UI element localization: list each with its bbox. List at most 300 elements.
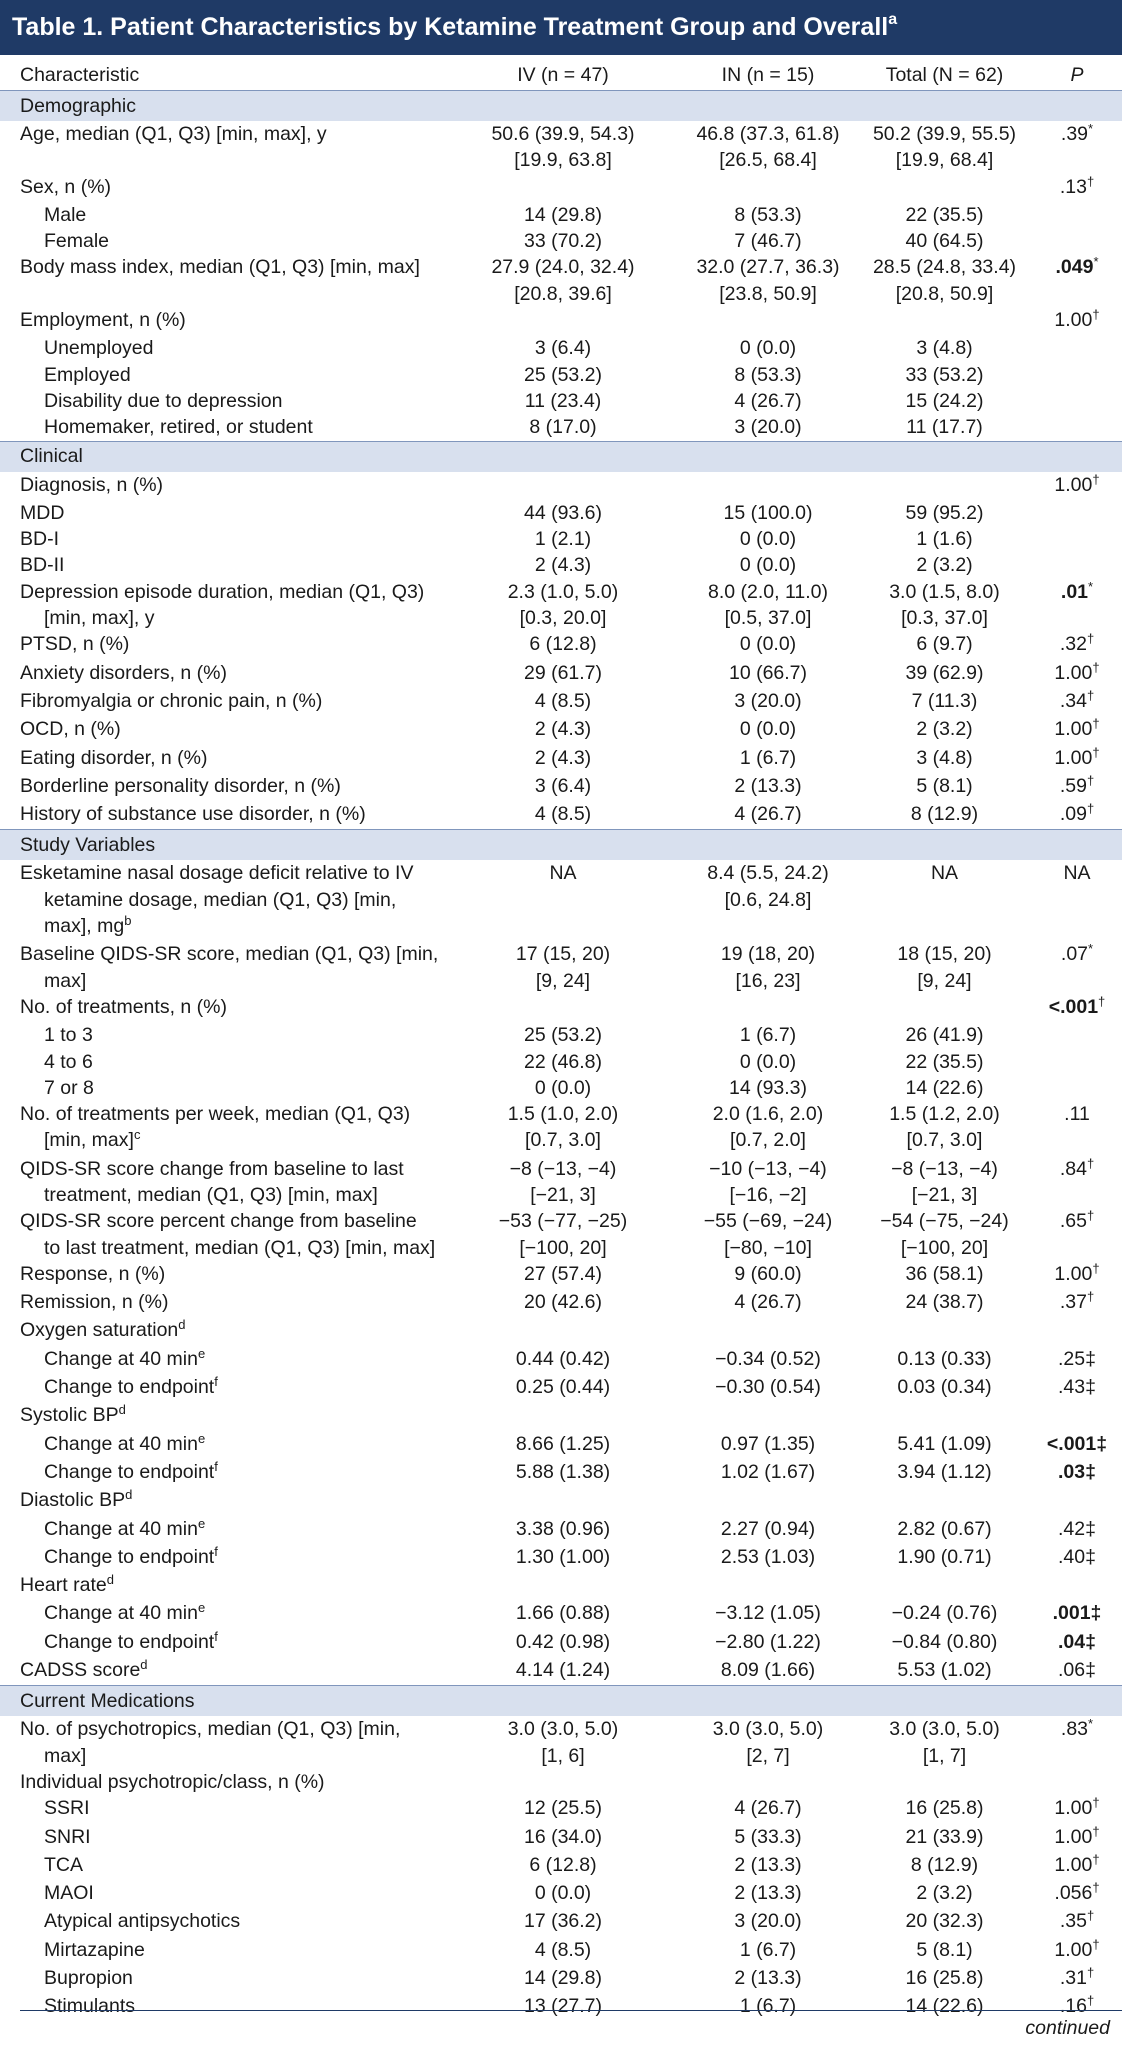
total-value: 3.0 (1.5, 8.0)	[889, 580, 1000, 603]
characteristic-cell	[0, 1908, 447, 1936]
characteristic-cell	[0, 1824, 447, 1852]
characteristic-cell	[0, 1022, 447, 1048]
characteristic-cell	[0, 773, 447, 801]
p-footnote-mark: †	[1092, 1936, 1100, 1952]
total-value: 2 (3.2)	[916, 554, 973, 577]
iv-cell	[447, 552, 679, 578]
iv-cell	[447, 472, 679, 500]
in-cell	[679, 1657, 857, 1686]
column-header-iv: IV (n = 47)	[517, 63, 609, 86]
total-value: 5.53 (1.02)	[897, 1659, 992, 1682]
characteristic-label: [min, max], y	[44, 607, 155, 630]
total-cell	[857, 1769, 1032, 1795]
table-row	[0, 1317, 1122, 1345]
total-cell	[857, 1629, 1032, 1657]
p-cell	[1032, 1101, 1122, 1156]
p-cell	[1032, 1459, 1122, 1487]
p-footnote-mark: †	[1086, 1289, 1095, 1305]
total-cell	[857, 1261, 1032, 1289]
p-value: .06‡	[1058, 1659, 1096, 1682]
patient-characteristics-table	[0, 60, 1122, 2028]
p-value: .001‡	[1052, 1602, 1102, 1625]
in-value: 4 (26.7)	[734, 1291, 802, 1314]
characteristic-label: No. of psychotropics, median (Q1, Q3) [min,	[20, 1718, 401, 1741]
in-value: 1 (6.7)	[739, 1024, 797, 1047]
in-cell	[679, 1156, 857, 1209]
in-value: −10 (−13, −4)	[709, 1157, 827, 1180]
total-value: 7 (11.3)	[911, 689, 978, 712]
characteristic-label: MDD	[20, 501, 65, 524]
characteristic-label: CADSS score	[20, 1659, 141, 1682]
in-cell	[679, 1101, 857, 1156]
in-value: 5 (33.3)	[734, 1825, 802, 1848]
characteristic-cell	[0, 307, 447, 335]
iv-cell	[447, 202, 679, 228]
in-value: [−80, −10]	[724, 1236, 812, 1259]
characteristic-label: 7 or 8	[44, 1076, 94, 1099]
section-label: Clinical	[0, 441, 1122, 472]
iv-value: 0 (0.0)	[534, 1076, 592, 1099]
total-cell	[857, 1346, 1032, 1374]
characteristic-label: SSRI	[44, 1797, 90, 1820]
iv-cell	[447, 228, 679, 254]
p-cell	[1032, 1289, 1122, 1317]
table-row	[0, 688, 1122, 716]
total-value: 0.13 (0.33)	[897, 1347, 992, 1370]
total-cell	[857, 1716, 1032, 1769]
total-value: 20 (32.3)	[905, 1910, 984, 1933]
p-footnote-mark: †	[1092, 1795, 1100, 1811]
p-cell	[1032, 1600, 1122, 1628]
in-cell	[679, 121, 857, 174]
iv-value: 1.30 (1.00)	[515, 1545, 611, 1568]
iv-cell	[447, 174, 679, 202]
in-value: 8.09 (1.66)	[720, 1659, 816, 1682]
p-value: 1.00	[1054, 1938, 1093, 1961]
characteristic-cell	[0, 174, 447, 202]
p-value: 1.00	[1054, 1262, 1093, 1285]
in-value: 2.0 (1.6, 2.0)	[712, 1103, 824, 1126]
in-cell	[679, 1908, 857, 1936]
total-value: 14 (22.6)	[905, 1076, 984, 1099]
in-cell	[679, 1431, 857, 1459]
characteristic-label: PTSD, n (%)	[20, 633, 130, 656]
table-row	[0, 1022, 1122, 1048]
total-cell	[857, 1289, 1032, 1317]
total-value: [1, 7]	[922, 1744, 967, 1767]
total-cell	[857, 1101, 1032, 1156]
in-cell	[679, 362, 857, 388]
total-value: 15 (24.2)	[905, 389, 984, 412]
total-value: 2.82 (0.67)	[897, 1517, 992, 1540]
table-row	[0, 1459, 1122, 1487]
in-cell	[679, 1317, 857, 1345]
characteristic-label: Response, n (%)	[20, 1262, 166, 1285]
total-cell	[857, 362, 1032, 388]
iv-value: 8.66 (1.25)	[515, 1432, 611, 1455]
iv-cell	[447, 1022, 679, 1048]
p-cell	[1032, 1374, 1122, 1402]
iv-cell	[447, 1769, 679, 1795]
p-footnote-mark: †	[1086, 1965, 1095, 1980]
p-footnote-mark: †	[1086, 1155, 1095, 1171]
in-cell	[679, 1795, 857, 1823]
table-row	[0, 1516, 1122, 1544]
characteristic-label: SNRI	[44, 1825, 91, 1848]
p-cell	[1032, 335, 1122, 361]
in-value: [23.8, 50.9]	[719, 282, 817, 305]
iv-cell	[447, 1374, 679, 1402]
total-value: 59 (95.2)	[905, 501, 984, 524]
characteristic-label: treatment, median (Q1, Q3) [min, max]	[44, 1183, 378, 1206]
in-value: −3.12 (1.05)	[715, 1602, 821, 1625]
characteristic-cell	[0, 552, 447, 578]
characteristic-label: Remission, n (%)	[20, 1291, 169, 1314]
p-cell	[1032, 1402, 1122, 1430]
table-row	[0, 1156, 1122, 1209]
p-footnote-mark: †	[1092, 1851, 1100, 1867]
in-cell	[679, 1544, 857, 1572]
in-value: 7 (46.7)	[734, 230, 802, 253]
iv-cell	[447, 1880, 679, 1908]
p-footnote-mark: †	[1092, 471, 1100, 487]
characteristic-cell	[0, 1431, 447, 1459]
characteristic-label: QIDS-SR score percent change from baseline	[20, 1210, 417, 1233]
p-footnote-mark: †	[1098, 993, 1106, 1009]
total-cell	[857, 414, 1032, 441]
total-value: 16 (25.8)	[905, 1797, 984, 1820]
total-value: 21 (33.9)	[905, 1825, 984, 1848]
total-value: 3 (4.8)	[916, 746, 973, 769]
total-value: 2 (3.2)	[916, 1882, 973, 1905]
total-cell	[857, 1431, 1032, 1459]
total-value: 3.0 (3.0, 5.0)	[889, 1718, 1000, 1741]
in-value: −0.34 (0.52)	[715, 1347, 821, 1370]
characteristic-label: BD-II	[20, 554, 65, 577]
iv-value: 4 (8.5)	[534, 1938, 592, 1961]
characteristic-cell	[0, 1317, 447, 1345]
in-cell	[679, 552, 857, 578]
p-footnote-mark: †	[1092, 1260, 1100, 1276]
p-footnote-mark: †	[1092, 659, 1100, 675]
characteristic-label: 4 to 6	[44, 1050, 93, 1073]
p-footnote-mark: †	[1092, 1823, 1100, 1839]
p-footnote-mark: †	[1086, 173, 1095, 189]
in-value: 0 (0.0)	[739, 1050, 797, 1073]
iv-value: 12 (25.5)	[523, 1797, 603, 1820]
p-cell	[1032, 1431, 1122, 1459]
table-row	[0, 362, 1122, 388]
in-value: −55 (−69, −24)	[703, 1210, 833, 1233]
in-value: [26.5, 68.4]	[719, 149, 817, 172]
p-value: .42‡	[1058, 1517, 1096, 1540]
table-row	[0, 1908, 1122, 1936]
total-cell	[857, 1402, 1032, 1430]
characteristic-cell	[0, 716, 447, 744]
total-cell	[857, 335, 1032, 361]
iv-value: 4 (8.5)	[534, 689, 592, 712]
in-value: 0 (0.0)	[739, 337, 797, 360]
characteristic-cell	[0, 801, 447, 830]
in-value: 9 (60.0)	[734, 1262, 802, 1285]
p-cell	[1032, 1769, 1122, 1795]
table-row	[0, 1657, 1122, 1686]
in-cell	[679, 688, 857, 716]
p-cell	[1032, 1965, 1122, 1993]
table-row	[0, 860, 1122, 941]
iv-value: 33 (70.2)	[523, 230, 603, 253]
footnote-mark: e	[197, 1345, 206, 1361]
table-title	[0, 0, 1122, 55]
characteristic-label: Unemployed	[44, 337, 154, 360]
in-value: 0 (0.0)	[739, 633, 797, 656]
p-cell	[1032, 1937, 1122, 1965]
footnote-mark: f	[214, 1543, 218, 1559]
p-cell	[1032, 860, 1122, 941]
in-value: 2.53 (1.03)	[720, 1545, 816, 1568]
iv-cell	[447, 773, 679, 801]
p-value: .04‡	[1058, 1630, 1096, 1653]
in-cell	[679, 1402, 857, 1430]
total-value: 8 (12.9)	[910, 1853, 979, 1876]
in-value: 8 (53.3)	[734, 203, 802, 226]
p-value: .09	[1059, 803, 1087, 826]
iv-cell	[447, 1824, 679, 1852]
p-value: 1.00	[1054, 1797, 1093, 1820]
p-value: .07	[1060, 943, 1089, 966]
in-cell	[679, 1600, 857, 1628]
characteristic-label: Body mass index, median (Q1, Q3) [min, max]	[20, 256, 420, 279]
iv-cell	[447, 307, 679, 335]
in-value: 0 (0.0)	[739, 718, 797, 741]
iv-cell	[447, 1317, 679, 1345]
p-cell	[1032, 1824, 1122, 1852]
table-row	[0, 631, 1122, 659]
characteristic-cell	[0, 1208, 447, 1261]
p-footnote-mark: †	[1086, 801, 1095, 817]
characteristic-label: Systolic BP	[20, 1404, 119, 1427]
iv-cell	[447, 716, 679, 744]
iv-value: 27.9 (24.0, 32.4)	[491, 256, 635, 279]
table-row	[0, 472, 1122, 500]
total-cell	[857, 388, 1032, 414]
in-value: 2.27 (0.94)	[720, 1517, 816, 1540]
total-value: [9, 24]	[917, 969, 972, 992]
in-cell	[679, 254, 857, 307]
iv-value: 16 (34.0)	[523, 1825, 603, 1848]
in-cell	[679, 1346, 857, 1374]
table-row	[0, 307, 1122, 335]
characteristic-label: max], mg	[44, 915, 125, 938]
p-footnote-mark: †	[1092, 744, 1100, 760]
section-row	[0, 441, 1122, 472]
in-cell	[679, 579, 857, 632]
p-cell	[1032, 1880, 1122, 1908]
table-row	[0, 1937, 1122, 1965]
total-cell	[857, 716, 1032, 744]
characteristic-label: Change at 40 min	[44, 1347, 198, 1370]
iv-cell	[447, 1572, 679, 1600]
characteristic-cell	[0, 941, 447, 994]
column-header-characteristic: Characteristic	[20, 63, 140, 86]
p-value: .37	[1059, 1291, 1087, 1314]
characteristic-label: History of substance use disorder, n (%)	[20, 803, 366, 826]
total-value: 0.03 (0.34)	[897, 1376, 992, 1399]
iv-cell	[447, 414, 679, 441]
total-value: [−21, 3]	[911, 1183, 978, 1206]
p-cell	[1032, 552, 1122, 578]
in-cell	[679, 500, 857, 526]
characteristic-cell	[0, 1402, 447, 1430]
in-value: [0.5, 37.0]	[724, 607, 812, 630]
table-row	[0, 716, 1122, 744]
characteristic-label: Borderline personality disorder, n (%)	[20, 774, 341, 797]
iv-value: [9, 24]	[535, 969, 591, 992]
iv-value: 8 (17.0)	[529, 416, 597, 439]
column-header-total: Total (N = 62)	[885, 63, 1004, 86]
total-value: [0.7, 3.0]	[906, 1129, 983, 1152]
characteristic-label: Eating disorder, n (%)	[20, 746, 208, 769]
characteristic-cell	[0, 688, 447, 716]
iv-cell	[447, 745, 679, 773]
p-footnote-mark: †	[1086, 1908, 1095, 1924]
table-row	[0, 1075, 1122, 1101]
total-cell	[857, 1572, 1032, 1600]
p-value: .39	[1060, 123, 1089, 145]
p-value: .83	[1060, 1718, 1089, 1741]
iv-cell	[447, 1289, 679, 1317]
total-cell	[857, 1908, 1032, 1936]
total-cell	[857, 526, 1032, 552]
in-cell	[679, 1022, 857, 1048]
p-cell	[1032, 1629, 1122, 1657]
iv-value: 0.42 (0.98)	[515, 1630, 611, 1653]
total-value: 3.94 (1.12)	[897, 1460, 992, 1483]
in-cell	[679, 1629, 857, 1657]
iv-cell	[447, 1208, 679, 1261]
total-value: −0.84 (0.80)	[891, 1630, 998, 1653]
characteristic-cell	[0, 472, 447, 500]
p-value: .43‡	[1058, 1376, 1096, 1399]
total-value: −8 (−13, −4)	[891, 1157, 998, 1180]
total-cell	[857, 631, 1032, 659]
table-row	[0, 1852, 1122, 1880]
p-cell	[1032, 1075, 1122, 1101]
iv-value: 2 (4.3)	[534, 746, 592, 769]
total-cell	[857, 801, 1032, 830]
characteristic-cell	[0, 228, 447, 254]
characteristic-cell	[0, 526, 447, 552]
total-cell	[857, 745, 1032, 773]
iv-cell	[447, 388, 679, 414]
p-footnote-mark: *	[1088, 1716, 1094, 1732]
in-cell	[679, 1261, 857, 1289]
footnote-mark: f	[214, 1458, 218, 1474]
p-value: 1.00	[1054, 718, 1093, 741]
in-value: 1 (6.7)	[739, 1995, 797, 2018]
in-cell	[679, 631, 857, 659]
iv-value: 2 (4.3)	[534, 554, 592, 577]
p-cell	[1032, 500, 1122, 526]
table-row	[0, 1346, 1122, 1374]
footnote-mark: d	[106, 1572, 114, 1588]
p-cell	[1032, 526, 1122, 552]
in-cell	[679, 716, 857, 744]
characteristic-cell	[0, 1544, 447, 1572]
total-value: 8 (12.9)	[910, 803, 979, 826]
characteristic-label: Diastolic BP	[20, 1489, 126, 1512]
footnote-mark: f	[214, 1628, 218, 1644]
characteristic-label: MAOI	[44, 1882, 94, 1905]
in-value: 8.0 (2.0, 11.0)	[708, 580, 828, 603]
total-cell	[857, 994, 1032, 1022]
iv-cell	[447, 1965, 679, 1993]
table-row	[0, 941, 1122, 994]
total-cell	[857, 941, 1032, 994]
characteristic-cell	[0, 1075, 447, 1101]
iv-value: 14 (29.8)	[523, 1967, 603, 1989]
in-value: [−16, −2]	[729, 1183, 807, 1206]
p-cell	[1032, 745, 1122, 773]
table-row	[0, 335, 1122, 361]
p-footnote-mark: †	[1086, 1993, 1095, 2009]
total-value: 39 (62.9)	[905, 661, 984, 684]
total-cell	[857, 174, 1032, 202]
total-value: 22 (35.5)	[905, 203, 984, 226]
total-cell	[857, 1852, 1032, 1880]
in-cell	[679, 1075, 857, 1101]
iv-cell	[447, 1346, 679, 1374]
p-cell	[1032, 631, 1122, 659]
characteristic-cell	[0, 1629, 447, 1657]
characteristic-label: max]	[44, 969, 87, 992]
table-row	[0, 1795, 1122, 1823]
iv-value: [1, 6]	[541, 1744, 585, 1767]
iv-cell	[447, 500, 679, 526]
footnote-mark: c	[133, 1127, 141, 1143]
iv-value: [−100, 20]	[519, 1236, 607, 1259]
p-cell	[1032, 1208, 1122, 1261]
in-value: 1 (6.7)	[739, 746, 797, 769]
p-cell	[1032, 362, 1122, 388]
total-value: 33 (53.2)	[905, 363, 984, 386]
iv-cell	[447, 1402, 679, 1430]
p-cell	[1032, 1795, 1122, 1823]
iv-value: 0 (0.0)	[534, 1882, 592, 1905]
footnote-mark: d	[125, 1487, 133, 1503]
in-cell	[679, 1374, 857, 1402]
iv-value: 17 (15, 20)	[515, 943, 611, 966]
iv-cell	[447, 994, 679, 1022]
p-value: .11	[1064, 1103, 1090, 1126]
p-cell	[1032, 579, 1122, 632]
p-value: .03‡	[1058, 1460, 1096, 1483]
total-cell	[857, 1049, 1032, 1075]
p-value: .25‡	[1058, 1347, 1096, 1370]
characteristic-label: to last treatment, median (Q1, Q3) [min, max]	[44, 1236, 436, 1259]
characteristic-label: Anxiety disorders, n (%)	[20, 661, 227, 684]
iv-cell	[447, 801, 679, 830]
p-footnote-mark: *	[1088, 578, 1094, 594]
in-cell	[679, 994, 857, 1022]
iv-value: [19.9, 63.8]	[514, 149, 612, 172]
iv-cell	[447, 1156, 679, 1209]
p-cell	[1032, 1852, 1122, 1880]
in-value: 14 (93.3)	[728, 1076, 808, 1099]
iv-value: 44 (93.6)	[523, 501, 603, 524]
in-cell	[679, 388, 857, 414]
total-value: 26 (41.9)	[905, 1024, 984, 1047]
